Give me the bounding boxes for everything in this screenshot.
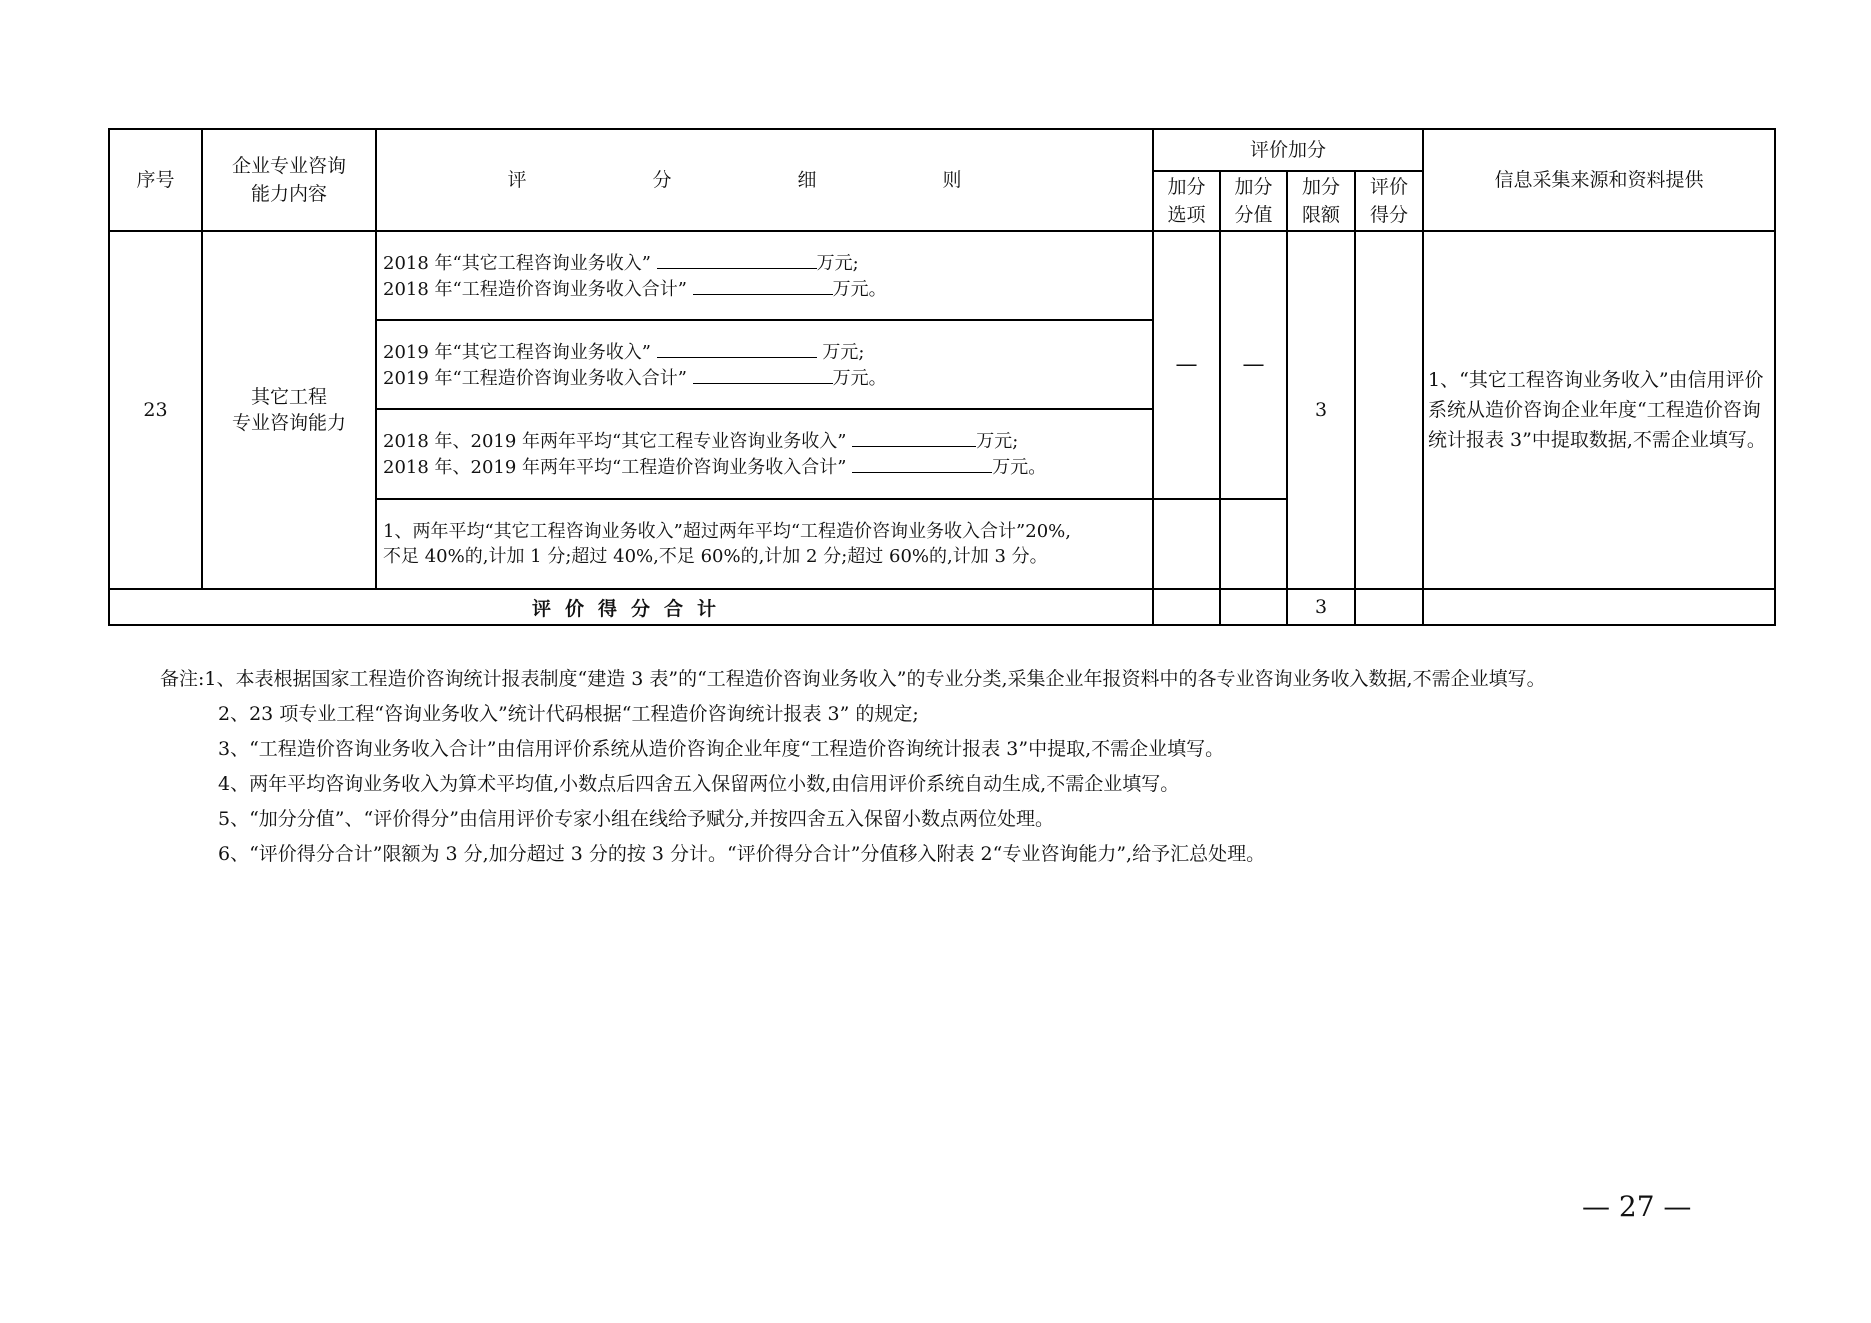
header-bonus-limit: 加分 限额	[1287, 171, 1355, 231]
total-bonus-value	[1220, 589, 1287, 625]
header-bonus-value: 加分 分值	[1220, 171, 1287, 231]
fill-blank-2018-other[interactable]	[657, 250, 817, 269]
source-cell: 1、“其它工程咨询业务收入”由信用评价 系统从造价咨询企业年度“工程造价咨询 统计报表 3”中提取数据,不需企业填写。	[1423, 231, 1775, 589]
bonus-value-empty-cell	[1220, 499, 1287, 589]
bonus-option-cell: —	[1153, 231, 1220, 499]
header-rules: 评 分 细 则	[376, 129, 1153, 231]
header-bonus-group: 评价加分	[1153, 129, 1423, 171]
note-item: 4、两年平均咨询业务收入为算术平均值,小数点后四舍五入保留两位小数,由信用评价系统自动生成,不需企业填写。	[218, 773, 1180, 795]
detail-2019: 2019 年“其它工程咨询业务收入” 万元; 2019 年“工程造价咨询业务收入合计” 万元。	[376, 320, 1153, 409]
bonus-limit-cell: 3	[1287, 231, 1355, 589]
header-source: 信息采集来源和资料提供	[1423, 129, 1775, 231]
note-item: 5、“加分分值”、“评价得分”由信用评价专家小组在线给予赋分,并按四舍五入保留小数点两位处理。	[218, 808, 1054, 830]
scoring-table	[108, 128, 1776, 626]
bonus-value-cell: —	[1220, 231, 1287, 499]
row-seq: 23	[109, 231, 202, 589]
fill-blank-avg-total[interactable]	[852, 454, 992, 473]
header-eval-score: 评价 得分	[1355, 171, 1423, 231]
total-eval-score[interactable]	[1355, 589, 1423, 625]
detail-2018: 2018 年“其它工程咨询业务收入” 万元; 2018 年“工程造价咨询业务收入合计” 万元。	[376, 231, 1153, 320]
row-content: 其它工程 专业咨询能力	[202, 231, 376, 589]
fill-blank-2019-other[interactable]	[657, 339, 817, 358]
bonus-option-empty-cell	[1153, 499, 1220, 589]
total-source	[1423, 589, 1775, 625]
header-bonus-option: 加分 选项	[1153, 171, 1220, 231]
header-content: 企业专业咨询 能力内容	[202, 129, 376, 231]
eval-score-cell[interactable]	[1355, 231, 1423, 589]
fill-blank-avg-other[interactable]	[852, 428, 976, 447]
detail-scoring-rule: 1、两年平均“其它工程咨询业务收入”超过两年平均“工程造价咨询业务收入合计”20%, 不足 40%的,计加 1 分;超过 40%,不足 60%的,计加 2 分;超过 60%的,计加 3 分。	[376, 499, 1153, 589]
detail-average: 2018 年、2019 年两年平均“其它工程专业咨询业务收入” 万元; 2018 年、2019 年两年平均“工程造价咨询业务收入合计” 万元。	[376, 409, 1153, 499]
notes-section	[160, 662, 1760, 872]
note-item: 6、“评价得分合计”限额为 3 分,加分超过 3 分的按 3 分计。“评价得分合计”分值移入附表 2“专业咨询能力”,给予汇总处理。	[218, 843, 1266, 865]
total-label: 评价得分合计	[109, 589, 1153, 625]
fill-blank-2019-total[interactable]	[693, 365, 833, 384]
page-number: — 27 —	[1582, 1190, 1692, 1223]
note-item: 3、“工程造价咨询业务收入合计”由信用评价系统从造价咨询企业年度“工程造价咨询统计报表 3”中提取,不需企业填写。	[218, 738, 1225, 760]
total-bonus-limit: 3	[1287, 589, 1355, 625]
fill-blank-2018-total[interactable]	[693, 276, 833, 295]
header-seq: 序号	[109, 129, 202, 231]
note-item: 备注:1、本表根据国家工程造价咨询统计报表制度“建造 3 表”的“工程造价咨询业务收入”的专业分类,采集企业年报资料中的各专业咨询业务收入数据,不需企业填写。	[160, 668, 1546, 690]
note-item: 2、23 项专业工程“咨询业务收入”统计代码根据“工程造价咨询统计报表 3” 的规定;	[218, 703, 919, 725]
total-bonus-option	[1153, 589, 1220, 625]
